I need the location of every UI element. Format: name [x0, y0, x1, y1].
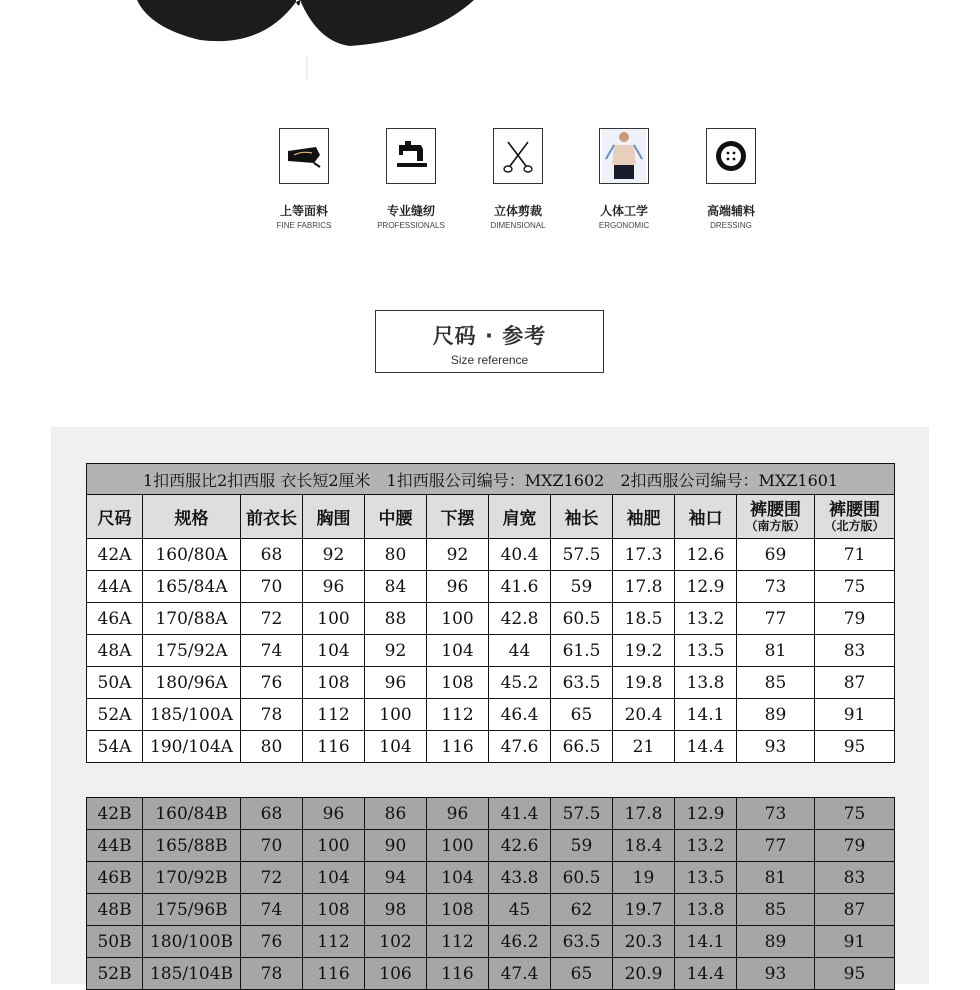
- table-cell: 54A: [87, 731, 143, 763]
- table-cell: 63.5: [551, 926, 613, 958]
- table-cell: 84: [365, 571, 427, 603]
- table-row: [87, 926, 895, 958]
- table-cell: 74: [241, 635, 303, 667]
- table-cell: 12.6: [675, 539, 737, 571]
- table-cell: 170/92B: [143, 862, 241, 894]
- table-cell: 112: [427, 926, 489, 958]
- table-cell: 102: [365, 926, 427, 958]
- sewing-machine-icon: [386, 128, 436, 184]
- table-cell: 19: [613, 862, 675, 894]
- table-cell: 44B: [87, 830, 143, 862]
- column-header: 肩宽: [489, 495, 551, 539]
- table-cell: 116: [427, 731, 489, 763]
- table-cell: 60.5: [551, 603, 613, 635]
- table-cell: 48B: [87, 894, 143, 926]
- table-cell: 112: [303, 699, 365, 731]
- table-cell: 170/88A: [143, 603, 241, 635]
- table-cell: 45.2: [489, 667, 551, 699]
- feature-label-en: DIMENSIONAL: [490, 221, 546, 230]
- feature-label-en: DRESSING: [710, 221, 752, 230]
- table-cell: 72: [241, 862, 303, 894]
- table-cell: 19.8: [613, 667, 675, 699]
- table-cell: 14.4: [675, 958, 737, 990]
- column-header-label: 裤腰围: [750, 500, 801, 520]
- table-cell: 76: [241, 667, 303, 699]
- table-cell: 83: [815, 635, 895, 667]
- table-cell: 18.4: [613, 830, 675, 862]
- human-figure-icon: [599, 128, 649, 184]
- table-cell: 71: [815, 539, 895, 571]
- table-row: [87, 667, 895, 699]
- table-cell: 48A: [87, 635, 143, 667]
- table-header-row: [87, 495, 895, 539]
- table-cell: 14.1: [675, 926, 737, 958]
- table-cell: 42.8: [489, 603, 551, 635]
- table-cell: 165/88B: [143, 830, 241, 862]
- feature-label-en: FINE FABRICS: [276, 221, 332, 230]
- table-cell: 13.2: [675, 830, 737, 862]
- table-cell: 94: [365, 862, 427, 894]
- table-cell: 20.4: [613, 699, 675, 731]
- table-cell: 69: [737, 539, 815, 571]
- table-cell: 87: [815, 894, 895, 926]
- table-cell: 108: [303, 667, 365, 699]
- table-cell: 17.8: [613, 798, 675, 830]
- table-row: [87, 798, 895, 830]
- table-title: 1扣西服比2扣西服 衣长短2厘米 1扣西服公司编号：MXZ1602 2扣西服公司编号：MXZ1601: [87, 464, 895, 495]
- table-cell: 96: [365, 667, 427, 699]
- feature-label-cn: 人体工学: [599, 204, 648, 218]
- feature-label-cn: 高端辅料: [706, 204, 755, 218]
- table-cell: 74: [241, 894, 303, 926]
- table-cell: 104: [303, 635, 365, 667]
- table-cell: 100: [365, 699, 427, 731]
- feature-label-en: ERGONOMIC: [598, 221, 650, 230]
- table-cell: 92: [427, 539, 489, 571]
- table-cell: 104: [303, 862, 365, 894]
- table-cell: 91: [815, 699, 895, 731]
- column-header-note: （南方版）: [745, 519, 806, 533]
- table-cell: 13.2: [675, 603, 737, 635]
- table-cell: 70: [241, 571, 303, 603]
- size-table-a: [86, 463, 895, 763]
- column-header: 胸围: [303, 495, 365, 539]
- table-row: [87, 571, 895, 603]
- table-cell: 160/80A: [143, 539, 241, 571]
- table-cell: 13.8: [675, 894, 737, 926]
- table-cell: 190/104A: [143, 731, 241, 763]
- table-cell: 112: [427, 699, 489, 731]
- table-cell: 52B: [87, 958, 143, 990]
- table-cell: 160/84B: [143, 798, 241, 830]
- table-cell: 80: [365, 539, 427, 571]
- table-cell: 79: [815, 603, 895, 635]
- table-cell: 100: [427, 830, 489, 862]
- table-cell: 19.7: [613, 894, 675, 926]
- column-header: 规格: [143, 495, 241, 539]
- table-cell: 19.2: [613, 635, 675, 667]
- feature-label-en: PROFESSIONALS: [377, 221, 445, 230]
- table-cell: 175/92A: [143, 635, 241, 667]
- table-cell: 165/84A: [143, 571, 241, 603]
- table-cell: 59: [551, 830, 613, 862]
- table-cell: 68: [241, 798, 303, 830]
- table-cell: 92: [365, 635, 427, 667]
- table-cell: 12.9: [675, 571, 737, 603]
- size-reference-heading: [375, 310, 604, 373]
- column-header-note: （北方版）: [824, 519, 885, 533]
- scissors-icon: [493, 128, 543, 184]
- table-cell: 52A: [87, 699, 143, 731]
- jacket-photo-bottom: [0, 0, 980, 90]
- table-cell: 46.2: [489, 926, 551, 958]
- table-cell: 13.8: [675, 667, 737, 699]
- table-cell: 44: [489, 635, 551, 667]
- table-cell: 42.6: [489, 830, 551, 862]
- table-cell: 75: [815, 798, 895, 830]
- table-cell: 46.4: [489, 699, 551, 731]
- table-cell: 78: [241, 958, 303, 990]
- table-cell: 77: [737, 830, 815, 862]
- table-cell: 13.5: [675, 862, 737, 894]
- table-cell: 21: [613, 731, 675, 763]
- table-row: [87, 539, 895, 571]
- table-cell: 180/96A: [143, 667, 241, 699]
- table-cell: 81: [737, 862, 815, 894]
- table-cell: 100: [427, 603, 489, 635]
- table-cell: 47.4: [489, 958, 551, 990]
- table-cell: 60.5: [551, 862, 613, 894]
- table-cell: 77: [737, 603, 815, 635]
- table-cell: 96: [303, 571, 365, 603]
- table-row: [87, 894, 895, 926]
- table-cell: 108: [427, 667, 489, 699]
- table-cell: 73: [737, 571, 815, 603]
- table-cell: 78: [241, 699, 303, 731]
- table-cell: 14.1: [675, 699, 737, 731]
- table-row: [87, 830, 895, 862]
- table-cell: 50A: [87, 667, 143, 699]
- table-cell: 73: [737, 798, 815, 830]
- table-cell: 76: [241, 926, 303, 958]
- table-cell: 62: [551, 894, 613, 926]
- table-cell: 17.8: [613, 571, 675, 603]
- feature-label-cn: 立体剪裁: [493, 204, 542, 218]
- table-cell: 89: [737, 926, 815, 958]
- table-cell: 90: [365, 830, 427, 862]
- size-reference-title: 尺码 · 参考: [432, 324, 547, 348]
- column-header: 前衣长: [241, 495, 303, 539]
- table-cell: 96: [427, 798, 489, 830]
- column-header: 袖长: [551, 495, 613, 539]
- table-cell: 95: [815, 731, 895, 763]
- table-cell: 79: [815, 830, 895, 862]
- size-reference-subtitle: Size reference: [450, 353, 529, 367]
- table-cell: 104: [365, 731, 427, 763]
- table-cell: 92: [303, 539, 365, 571]
- table-cell: 40.4: [489, 539, 551, 571]
- table-cell: 18.5: [613, 603, 675, 635]
- table-cell: 61.5: [551, 635, 613, 667]
- size-table-b: [86, 797, 895, 990]
- table-cell: 72: [241, 603, 303, 635]
- table-cell: 98: [365, 894, 427, 926]
- table-cell: 65: [551, 958, 613, 990]
- table-row: [87, 731, 895, 763]
- table-row: [87, 699, 895, 731]
- table-cell: 104: [427, 635, 489, 667]
- table-cell: 86: [365, 798, 427, 830]
- table-cell: 14.4: [675, 731, 737, 763]
- table-cell: 106: [365, 958, 427, 990]
- table-cell: 116: [303, 731, 365, 763]
- column-header: [737, 495, 815, 539]
- table-cell: 93: [737, 958, 815, 990]
- table-row: [87, 958, 895, 990]
- table-cell: 41.4: [489, 798, 551, 830]
- table-cell: 80: [241, 731, 303, 763]
- table-cell: 17.3: [613, 539, 675, 571]
- column-header: 中腰: [365, 495, 427, 539]
- table-cell: 108: [427, 894, 489, 926]
- table-cell: 42B: [87, 798, 143, 830]
- table-cell: 83: [815, 862, 895, 894]
- table-cell: 185/104B: [143, 958, 241, 990]
- table-cell: 43.8: [489, 862, 551, 894]
- table-cell: 44A: [87, 571, 143, 603]
- table-cell: 57.5: [551, 798, 613, 830]
- table-row: [87, 603, 895, 635]
- table-cell: 47.6: [489, 731, 551, 763]
- table-cell: 42A: [87, 539, 143, 571]
- column-header: 下摆: [427, 495, 489, 539]
- table-cell: 20.9: [613, 958, 675, 990]
- feature-dressing: [676, 128, 786, 230]
- table-cell: 96: [303, 798, 365, 830]
- table-cell: 45: [489, 894, 551, 926]
- column-header: 袖口: [675, 495, 737, 539]
- table-cell: 46A: [87, 603, 143, 635]
- table-row: [87, 635, 895, 667]
- feature-professionals: [356, 128, 466, 230]
- table-cell: 13.5: [675, 635, 737, 667]
- table-cell: 66.5: [551, 731, 613, 763]
- feature-dimensional: [463, 128, 573, 230]
- table-cell: 89: [737, 699, 815, 731]
- feature-fine-fabrics: [249, 128, 359, 230]
- fabric-label-icon: [279, 128, 329, 184]
- table-cell: 70: [241, 830, 303, 862]
- table-cell: 100: [303, 603, 365, 635]
- table-cell: 91: [815, 926, 895, 958]
- table-cell: 96: [427, 571, 489, 603]
- table-cell: 81: [737, 635, 815, 667]
- feature-ergonomic: [569, 128, 679, 230]
- feature-strip: [0, 128, 980, 238]
- table-cell: 65: [551, 699, 613, 731]
- column-header: 袖肥: [613, 495, 675, 539]
- table-cell: 20.3: [613, 926, 675, 958]
- table-cell: 57.5: [551, 539, 613, 571]
- table-cell: 88: [365, 603, 427, 635]
- table-cell: 50B: [87, 926, 143, 958]
- table-cell: 85: [737, 667, 815, 699]
- feature-label-cn: 上等面料: [279, 204, 328, 218]
- table-cell: 112: [303, 926, 365, 958]
- table-title-row: [87, 464, 895, 495]
- table-row: [87, 862, 895, 894]
- column-header: [815, 495, 895, 539]
- table-cell: 68: [241, 539, 303, 571]
- table-cell: 116: [427, 958, 489, 990]
- table-cell: 108: [303, 894, 365, 926]
- column-header-label: 裤腰围: [829, 500, 881, 520]
- table-cell: 95: [815, 958, 895, 990]
- table-cell: 93: [737, 731, 815, 763]
- table-cell: 59: [551, 571, 613, 603]
- feature-label-cn: 专业缝纫: [386, 204, 435, 218]
- table-cell: 175/96B: [143, 894, 241, 926]
- table-cell: 46B: [87, 862, 143, 894]
- table-cell: 180/100B: [143, 926, 241, 958]
- column-header: 尺码: [87, 495, 143, 539]
- table-cell: 41.6: [489, 571, 551, 603]
- table-cell: 12.9: [675, 798, 737, 830]
- button-icon: [706, 128, 756, 184]
- table-cell: 116: [303, 958, 365, 990]
- table-cell: 85: [737, 894, 815, 926]
- table-cell: 104: [427, 862, 489, 894]
- table-cell: 100: [303, 830, 365, 862]
- table-cell: 87: [815, 667, 895, 699]
- table-cell: 75: [815, 571, 895, 603]
- table-cell: 185/100A: [143, 699, 241, 731]
- table-cell: 63.5: [551, 667, 613, 699]
